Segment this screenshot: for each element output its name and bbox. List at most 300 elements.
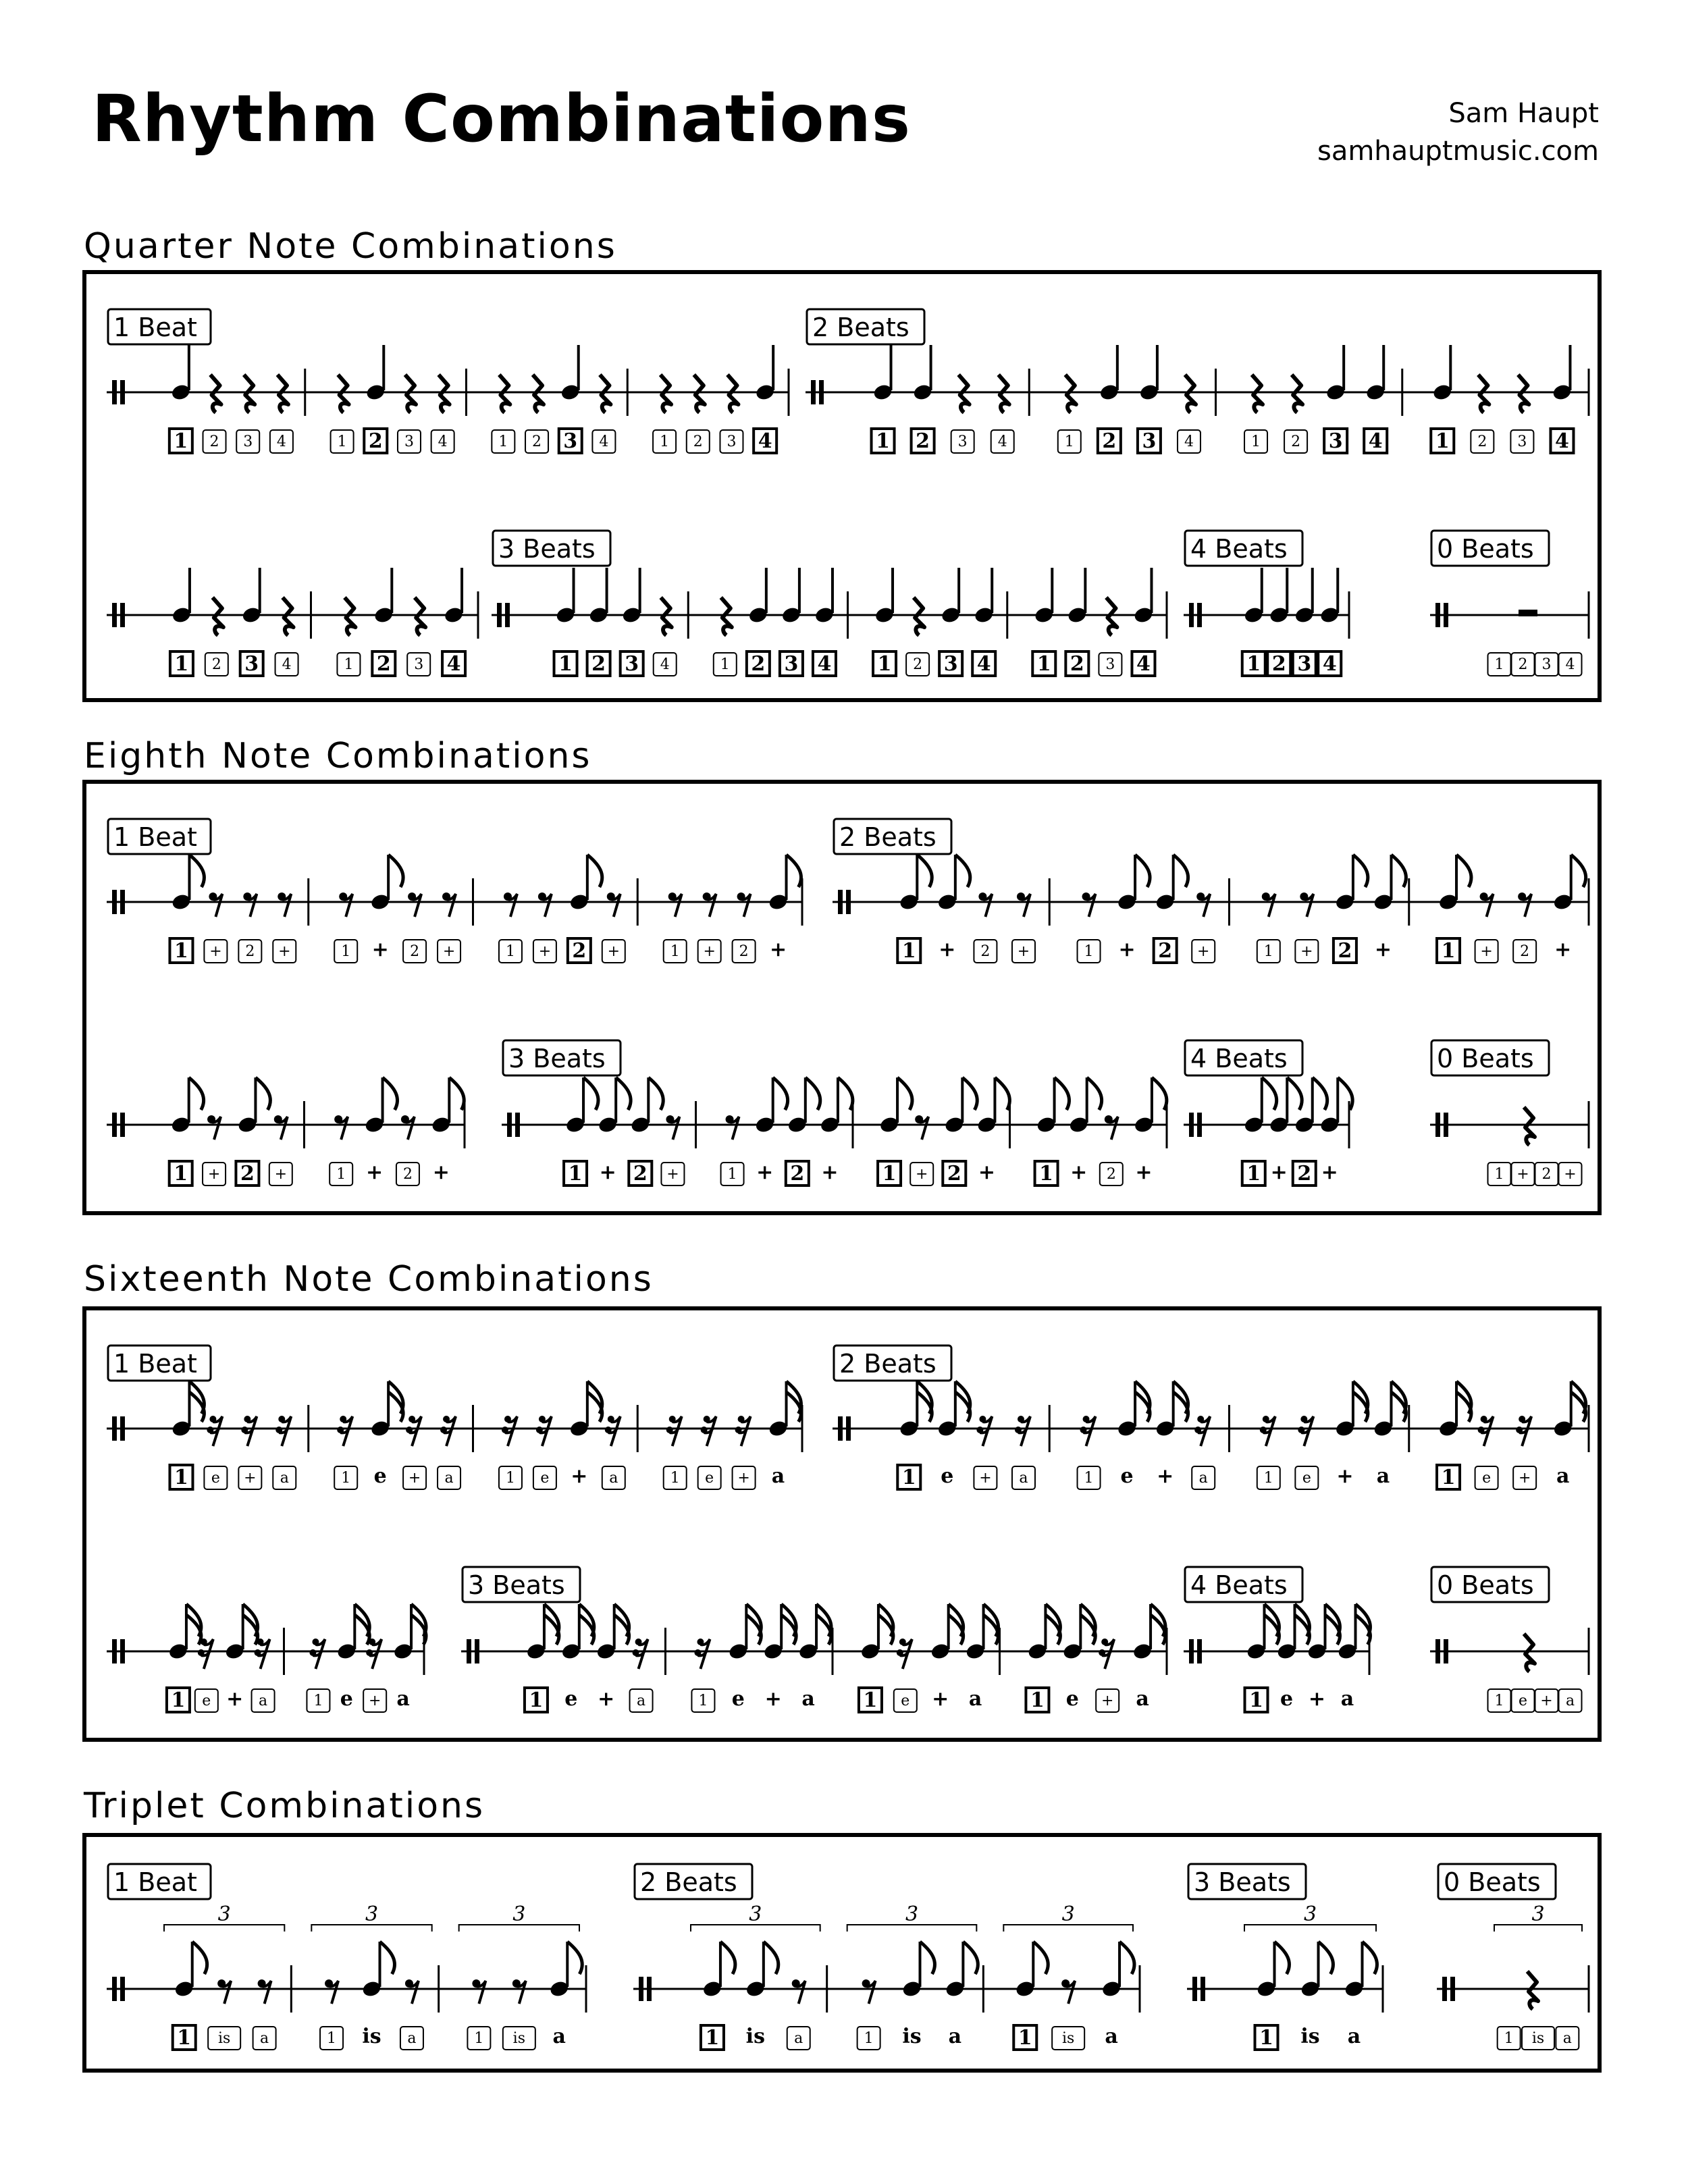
count-label: 1: [1263, 1470, 1273, 1487]
note-flag: [648, 1077, 663, 1110]
count-label: +: [915, 1166, 928, 1183]
count-label: e: [540, 1470, 550, 1487]
quarter-rest: [660, 375, 671, 412]
note-flag: [255, 1077, 270, 1110]
count-label: e: [1065, 1687, 1079, 1711]
note-flag: [838, 1077, 853, 1110]
percussion-clef: [475, 1639, 479, 1663]
count-label: 1: [505, 1470, 515, 1487]
count-label: a: [1562, 2030, 1572, 2047]
group-label: 4 Beats: [1190, 1570, 1288, 1600]
quarter-rest: [415, 597, 425, 635]
quarter-rest: [1518, 375, 1529, 412]
count-label: 1: [344, 656, 354, 673]
count-label: 2: [1070, 652, 1084, 676]
note-flag: [388, 855, 403, 887]
note-flag: [1135, 855, 1150, 887]
count-label: 1: [1504, 2030, 1514, 2047]
note-flag: [189, 1077, 204, 1110]
quarter-rest: [1524, 1107, 1535, 1145]
count-label: 4: [1555, 429, 1569, 453]
quarter-rest: [727, 375, 738, 412]
count-label: +: [978, 1161, 996, 1184]
count-label: +: [368, 1693, 381, 1709]
quarter-rest: [1527, 1971, 1538, 2009]
count-label: 2: [402, 1166, 413, 1183]
count-label: 4: [438, 433, 448, 450]
count-label: +: [1540, 1693, 1553, 1709]
count-label: 1: [1030, 1688, 1045, 1712]
count-label: +: [1197, 943, 1210, 960]
count-label: a: [1376, 1464, 1390, 1488]
note-flag: [955, 855, 970, 887]
count-label: +: [1516, 1166, 1529, 1183]
count-label: +: [571, 1464, 588, 1488]
count-label: 1: [882, 1162, 897, 1186]
percussion-clef: [1444, 1113, 1448, 1137]
count-label: +: [1070, 1161, 1088, 1184]
quarter-rest: [999, 375, 1009, 412]
quarter-rest: [278, 375, 288, 412]
section-title-triplet: Triplet Combinations: [84, 1786, 485, 1826]
count-label: a: [801, 1687, 815, 1711]
count-label: +: [207, 1166, 221, 1183]
tuplet-number: 3: [512, 1902, 526, 1926]
percussion-clef: [120, 890, 125, 914]
count-label: 4: [1322, 652, 1337, 676]
count-label: 3: [563, 429, 578, 453]
group-label: 2 Beats: [839, 822, 937, 852]
note-flag: [383, 1077, 398, 1110]
note-flag: [380, 1942, 395, 1974]
count-label: 2: [410, 943, 420, 960]
count-label: +: [408, 1470, 421, 1487]
count-label: 1: [327, 2030, 337, 2047]
count-label: is: [745, 2025, 765, 2048]
count-label: 3: [414, 656, 424, 673]
count-label: 1: [1259, 2026, 1273, 2050]
count-label: 2: [916, 429, 930, 453]
quarter-rest: [1065, 375, 1076, 412]
count-label: e: [901, 1693, 910, 1709]
percussion-clef: [811, 380, 816, 404]
count-label: 1: [337, 433, 347, 450]
tuplet-number: 3: [1061, 1902, 1075, 1926]
percussion-clef: [846, 890, 851, 914]
author-block: [1317, 95, 1599, 170]
count-label: 3: [1517, 433, 1527, 450]
group-label: 3 Beats: [468, 1570, 565, 1600]
count-label: +: [371, 938, 389, 961]
group-label: 3 Beats: [498, 534, 596, 564]
count-label: a: [1347, 2025, 1361, 2048]
count-label: a: [1340, 1687, 1354, 1711]
section-quarter-notation: [86, 274, 1598, 698]
count-label: 1: [670, 943, 680, 960]
count-label: 2: [913, 656, 923, 673]
section-sixteenth-notation: [86, 1310, 1598, 1738]
note-flag: [1033, 1942, 1048, 1974]
count-label: 1: [1263, 943, 1273, 960]
note-flag: [1287, 1077, 1302, 1110]
count-label: a: [794, 2030, 803, 2047]
count-label: a: [444, 1470, 454, 1487]
note-flag: [1152, 1077, 1167, 1110]
count-label: e: [373, 1464, 387, 1488]
count-label: 1: [1494, 1166, 1504, 1183]
quarter-rest: [533, 375, 544, 412]
count-label: is: [362, 2025, 381, 2048]
note-flag: [963, 1942, 978, 1974]
note-flag: [1363, 1942, 1377, 1974]
note-flag: [897, 1077, 912, 1110]
count-label: 4: [599, 433, 609, 450]
tuplet-number: 3: [1303, 1902, 1317, 1926]
count-label: 2: [1518, 656, 1528, 673]
count-label: 2: [751, 652, 766, 676]
count-label: e: [941, 1464, 954, 1488]
percussion-clef: [1435, 603, 1440, 627]
count-label: 1: [1246, 652, 1261, 676]
count-label: 1: [1018, 2026, 1032, 2050]
percussion-clef: [1442, 1977, 1447, 2001]
percussion-clef: [1197, 603, 1202, 627]
count-label: 3: [243, 433, 253, 450]
count-label: a: [948, 2025, 962, 2048]
count-label: a: [1565, 1693, 1575, 1709]
quarter-rest: [959, 375, 970, 412]
note-flag: [1571, 855, 1586, 887]
count-label: 1: [498, 433, 508, 450]
section-title-sixteenth: Sixteenth Note Combinations: [84, 1259, 654, 1300]
count-label: 2: [790, 1162, 805, 1186]
count-label: +: [932, 1687, 949, 1711]
count-label: a: [1556, 1464, 1570, 1488]
count-label: +: [1300, 943, 1313, 960]
note-flag: [449, 1077, 464, 1110]
count-label: 1: [864, 2030, 874, 2047]
count-label: 1: [313, 1693, 323, 1709]
count-label: a: [1136, 1687, 1149, 1711]
count-label: 1: [1084, 1470, 1094, 1487]
author-website[interactable]: samhauptmusic.com: [1317, 136, 1599, 167]
note-flag: [189, 855, 204, 887]
percussion-clef: [1189, 1639, 1194, 1663]
note-flag: [1391, 855, 1406, 887]
percussion-clef: [112, 603, 117, 627]
count-label: 2: [1297, 1162, 1312, 1186]
tuplet-number: 3: [1531, 1902, 1545, 1926]
count-label: 3: [1328, 429, 1343, 453]
note-flag: [1173, 855, 1188, 887]
group-label: 0 Beats: [1444, 1867, 1541, 1897]
percussion-clef: [1444, 603, 1448, 627]
count-label: 2: [591, 652, 606, 676]
count-label: +: [979, 1470, 992, 1487]
percussion-clef: [1189, 1113, 1194, 1137]
count-label: 2: [572, 939, 587, 963]
count-label: a: [552, 2025, 566, 2048]
count-label: 2: [739, 943, 749, 960]
count-label: a: [609, 1470, 618, 1487]
note-flag: [616, 1077, 631, 1110]
count-label: 1: [1441, 939, 1456, 963]
count-label: 3: [1142, 429, 1157, 453]
count-label: +: [821, 1161, 839, 1184]
count-label: 1: [529, 1688, 544, 1712]
quarter-rest: [1292, 375, 1302, 412]
count-label: e: [202, 1693, 211, 1709]
percussion-clef: [120, 380, 125, 404]
percussion-clef: [497, 603, 502, 627]
note-flag: [1353, 855, 1368, 887]
group-label: 0 Beats: [1437, 534, 1534, 564]
count-label: +: [939, 938, 956, 961]
count-label: 4: [276, 433, 286, 450]
group-label: 0 Beats: [1437, 1570, 1534, 1600]
count-label: +: [666, 1166, 679, 1183]
quarter-rest: [914, 597, 924, 635]
count-label: 3: [943, 652, 958, 676]
count-label: 1: [660, 433, 670, 450]
count-label: 1: [558, 652, 573, 676]
count-label: +: [274, 1166, 288, 1183]
count-label: 1: [670, 1470, 680, 1487]
percussion-clef: [1197, 1113, 1202, 1137]
count-label: 1: [174, 1162, 188, 1186]
count-label: 1: [727, 1166, 737, 1183]
percussion-clef: [112, 1639, 117, 1663]
quarter-rest: [1252, 375, 1263, 412]
count-label: +: [764, 1687, 782, 1711]
count-label: 4: [1136, 652, 1151, 676]
count-label: 4: [817, 652, 832, 676]
count-label: e: [705, 1470, 714, 1487]
count-label: +: [209, 943, 222, 960]
count-label: 1: [174, 429, 188, 453]
count-label: 1: [174, 652, 189, 676]
percussion-clef: [505, 603, 510, 627]
count-label: 1: [1441, 1466, 1456, 1489]
count-label: 1: [1249, 1688, 1263, 1712]
count-label: 4: [282, 656, 292, 673]
count-label: 4: [758, 429, 772, 453]
note-flag: [192, 1942, 207, 1974]
count-label: +: [1135, 1161, 1153, 1184]
quarter-rest: [1524, 1634, 1535, 1672]
percussion-clef: [515, 1113, 520, 1137]
count-label: 1: [341, 1470, 351, 1487]
count-label: 2: [1106, 1166, 1116, 1183]
count-label: 4: [1184, 433, 1194, 450]
note-flag: [1313, 1077, 1327, 1110]
count-label: a: [968, 1687, 982, 1711]
count-label: 1: [177, 2026, 192, 2050]
count-label: +: [1336, 1464, 1354, 1488]
quarter-rest: [499, 375, 510, 412]
count-label: +: [598, 1687, 615, 1711]
count-label: e: [731, 1687, 745, 1711]
count-label: 1: [505, 943, 515, 960]
percussion-clef: [120, 1639, 125, 1663]
percussion-clef: [838, 1416, 843, 1441]
percussion-clef: [112, 1113, 117, 1137]
count-label: 2: [209, 433, 219, 450]
count-label: 1: [1251, 433, 1261, 450]
count-label: +: [769, 938, 787, 961]
count-label: 1: [720, 656, 730, 673]
quarter-rest: [283, 597, 294, 635]
note-flag: [1119, 1942, 1134, 1974]
percussion-clef: [120, 1977, 125, 2001]
count-label: 1: [876, 429, 890, 453]
count-label: 2: [1102, 429, 1117, 453]
percussion-clef: [846, 1416, 851, 1441]
count-label: +: [607, 943, 620, 960]
count-label: is: [512, 2030, 525, 2047]
count-label: 1: [901, 939, 916, 963]
count-label: 2: [245, 943, 255, 960]
count-label: is: [1062, 2030, 1075, 2047]
percussion-clef: [112, 1416, 117, 1441]
count-label: 1: [901, 1466, 916, 1489]
count-label: 2: [1477, 433, 1487, 450]
count-label: 4: [997, 433, 1007, 450]
quarter-rest: [213, 597, 223, 635]
count-label: a: [1105, 2025, 1118, 2048]
tuplet-number: 3: [749, 1902, 762, 1926]
count-label: is: [902, 2025, 922, 2048]
count-label: +: [1564, 1166, 1577, 1183]
note-flag: [773, 1077, 788, 1110]
count-label: a: [771, 1464, 785, 1488]
count-label: +: [1308, 1687, 1326, 1711]
note-flag: [1338, 1077, 1352, 1110]
count-label: 4: [1565, 656, 1575, 673]
percussion-clef: [1197, 1639, 1202, 1663]
note-flag: [1319, 1942, 1334, 1974]
count-label: a: [396, 1687, 410, 1711]
note-flag: [995, 1077, 1009, 1110]
count-label: 3: [244, 652, 259, 676]
count-label: 4: [660, 656, 670, 673]
quarter-rest: [338, 375, 349, 412]
count-label: is: [218, 2030, 231, 2047]
count-label: +: [432, 1161, 450, 1184]
count-label: a: [637, 1693, 646, 1709]
author-name: Sam Haupt: [1448, 98, 1599, 129]
note-flag: [1456, 855, 1471, 887]
count-label: 1: [174, 939, 188, 963]
count-label: 3: [1541, 656, 1552, 673]
count-label: 2: [376, 652, 391, 676]
count-label: e: [211, 1470, 220, 1487]
count-label: +: [599, 1161, 616, 1184]
count-label: +: [1480, 943, 1493, 960]
count-label: a: [260, 2030, 269, 2047]
quarter-rest: [694, 375, 705, 412]
percussion-clef: [120, 1113, 125, 1137]
percussion-clef: [639, 1977, 643, 2001]
quarter-rest: [1185, 375, 1196, 412]
count-label: is: [1531, 2030, 1545, 2047]
count-label: 1: [1039, 1162, 1053, 1186]
quarter-rest: [244, 375, 255, 412]
count-label: +: [1101, 1693, 1114, 1709]
group-label: 1 Beat: [113, 313, 197, 342]
count-label: +: [1554, 938, 1572, 961]
section-box-eighth: [82, 780, 1602, 1215]
count-label: 2: [240, 1162, 255, 1186]
count-label: e: [1120, 1464, 1134, 1488]
quarter-rest: [600, 375, 610, 412]
count-label: 3: [957, 433, 968, 450]
count-label: 2: [1541, 1166, 1552, 1183]
percussion-clef: [1189, 603, 1194, 627]
count-label: +: [1017, 943, 1030, 960]
count-label: e: [1482, 1470, 1492, 1487]
count-label: +: [703, 943, 716, 960]
percussion-clef: [467, 1639, 471, 1663]
count-label: 2: [532, 433, 542, 450]
tuplet-number: 3: [905, 1902, 919, 1926]
count-label: +: [1518, 1470, 1531, 1487]
count-label: 1: [1435, 429, 1450, 453]
section-eighth-notation: [86, 784, 1598, 1211]
quarter-rest: [211, 375, 221, 412]
section-title-eighth: Eighth Note Combinations: [84, 736, 592, 776]
percussion-clef: [112, 1977, 117, 2001]
percussion-clef: [647, 1977, 652, 2001]
count-label: 3: [1105, 656, 1115, 673]
count-label: a: [259, 1693, 268, 1709]
count-label: 3: [784, 652, 799, 676]
count-label: +: [226, 1687, 244, 1711]
count-label: 1: [171, 1688, 186, 1712]
note-flag: [567, 1942, 582, 1974]
count-label: a: [407, 2030, 417, 2047]
count-label: +: [1374, 938, 1392, 961]
percussion-clef: [838, 890, 843, 914]
count-label: +: [737, 1470, 750, 1487]
quarter-rest: [661, 597, 672, 635]
percussion-clef: [1435, 1639, 1440, 1663]
section-title-quarter: Quarter Note Combinations: [84, 226, 617, 267]
group-label: 3 Beats: [508, 1044, 606, 1073]
percussion-clef: [112, 890, 117, 914]
note-flag: [764, 1942, 779, 1974]
group-label: 4 Beats: [1190, 1044, 1288, 1073]
percussion-clef: [1450, 1977, 1455, 2001]
group-label: 4 Beats: [1190, 534, 1288, 564]
note-flag: [806, 1077, 820, 1110]
percussion-clef: [819, 380, 824, 404]
note-flag: [920, 1942, 935, 1974]
section-box-triplet: [82, 1833, 1602, 2073]
group-label: 0 Beats: [1437, 1044, 1534, 1073]
count-label: e: [1302, 1470, 1311, 1487]
group-label: 2 Beats: [839, 1349, 937, 1379]
count-label: +: [365, 1161, 384, 1184]
count-label: +: [756, 1161, 774, 1184]
count-label: +: [538, 943, 552, 960]
page-title: Rhythm Combinations: [92, 81, 911, 157]
count-label: 3: [404, 433, 414, 450]
count-label: 3: [1297, 652, 1312, 676]
quarter-rest: [405, 375, 416, 412]
count-label: +: [278, 943, 291, 960]
count-label: 2: [1158, 939, 1173, 963]
